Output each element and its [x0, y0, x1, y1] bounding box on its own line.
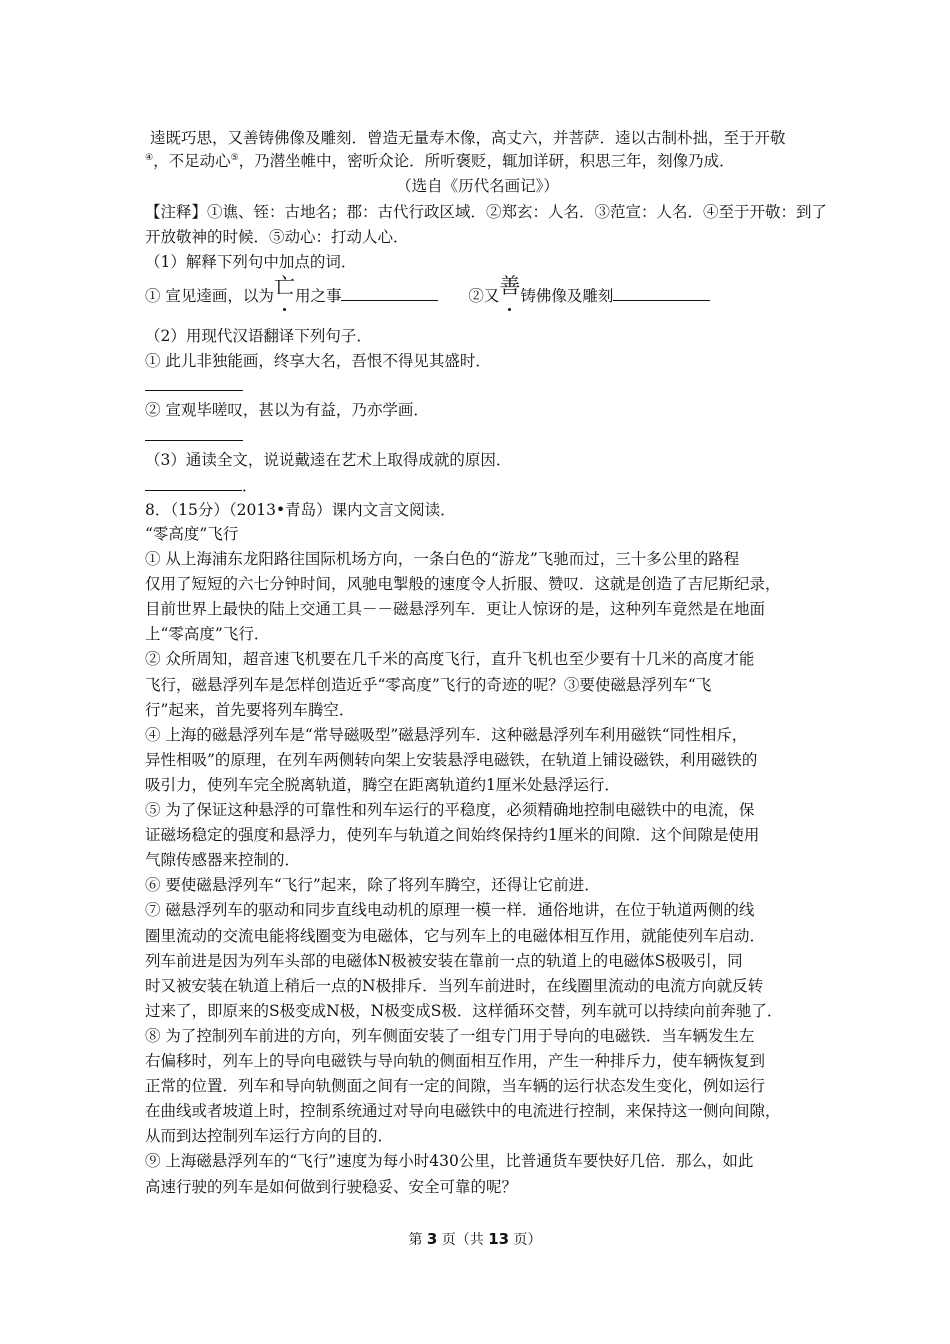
article-line: ⑨ 上海磁悬浮列车的“飞行”速度为每小时430公里，比普通货车要快好几倍．那么，如此: [145, 1152, 754, 1171]
page-number: 3: [426, 1230, 438, 1248]
question-item: ① 宣见逵画，以为亡用之事 ②又善铸佛像及雕刻: [145, 283, 710, 307]
article-line: 吸引力，使列车完全脱离轨道，腾空在距离轨道约1厘米处悬浮运行．: [145, 775, 620, 794]
answer-blank[interactable]: [613, 286, 710, 301]
question-item: ① 此儿非独能画，终享大名，吾恨不得见其盛时．: [145, 352, 491, 370]
article-line: ④ 上海的磁悬浮列车是“常导磁吸型”磁悬浮列车．这种磁悬浮列车利用磁铁“同性相斥，: [145, 725, 748, 744]
dotted-char: 善: [499, 274, 521, 298]
question-title: （1）解释下列句中加点的词．: [145, 253, 357, 271]
question-header: 8．（15分）（2013•青岛）课内文言文阅读．: [145, 501, 456, 519]
annotation-line: 开放敬神的时候．⑤动心：打动人心．: [145, 228, 409, 246]
article-line: 仅用了短短的六七分钟时间，风驰电掣般的速度令人折服、赞叹．这就是创造了吉尼斯纪录，: [145, 575, 781, 594]
footnote-mark: ④: [145, 152, 154, 163]
article-line: 右偏移时，列车上的导向电磁铁与导向轨的侧面相互作用，产生一种排斥力，使车辆恢复到: [145, 1052, 766, 1070]
page-total: 13: [488, 1230, 510, 1248]
article-line: ⑦ 磁悬浮列车的驱动和同步直线电动机的原理一模一样．通俗地讲，在位于轨道两侧的线: [145, 901, 755, 920]
page-footer: 第 3 页（共 13 页）: [408, 1230, 542, 1248]
article-line: 圈里流动的交流电能将线圈变为电磁体，它与列车上的电磁体相互作用，就能使列车启动．: [145, 926, 766, 945]
annotation-line: 【注释】①谯、铚：古地名；郡：古代行政区域．②郑玄：人名．③范宣：人名．④至于开敬：到了: [145, 203, 828, 221]
passage-line: ④，不足动心⑤，乃潜坐帷中，密听众论．所听褒贬，辄加详研，积思三年，刻像乃成．: [145, 152, 735, 170]
article-line: 上“零高度”飞行．: [145, 625, 270, 644]
article-line: 正常的位置．列车和导向轨侧面之间有一定的间隙，当车辆的运行状态发生变化，例如运行: [145, 1077, 766, 1096]
article-line: 列车前进是因为列车头部的电磁体N极被安装在靠前一点的轨道上的电磁体S极吸引，同: [145, 951, 743, 970]
article-line: 目前世界上最快的陆上交通工具－－磁悬浮列车．更让人惊讶的是，这种列车竟然是在地面: [145, 600, 766, 619]
footnote-mark: ⑤: [230, 152, 239, 163]
answer-line[interactable]: [145, 390, 243, 391]
question-title: （2）用现代汉语翻译下列句子．: [145, 327, 372, 345]
article-line: 飞行，磁悬浮列车是怎样创造近乎“零高度”飞行的奇迹的呢？③要使磁悬浮列车“飞: [145, 675, 712, 694]
source-citation: （选自《历代名画记》）: [396, 177, 559, 195]
article-line: ② 众所周知，超音速飞机要在几千米的高度飞行，直升飞机也至少要有十几米的高度才能: [145, 650, 755, 669]
article-line: ⑤ 为了保证这种悬浮的可靠性和列车运行的平稳度，必须精确地控制电磁铁中的电流，保: [145, 801, 755, 819]
article-line: 从而到达控制列车运行方向的目的．: [145, 1127, 394, 1146]
answer-blank[interactable]: [341, 286, 438, 301]
article-line: ⑥ 要使磁悬浮列车“飞行”起来，除了将列车腾空，还得让它前进．: [145, 876, 600, 895]
question-title: （3）通读全文，说说戴逵在艺术上取得成就的原因．: [145, 451, 512, 469]
article-line: 过来了，即原来的S极变成N极，N极变成S极．这样循环交替，列车就可以持续向前奔驰了．: [145, 1001, 783, 1020]
article-line: 高速行驶的列车是如何做到行驶稳妥、安全可靠的呢？: [145, 1177, 518, 1196]
article-line: 时又被安装在轨道上稍后一点的N极排斥．当列车前进时，在线圈里流动的电流方向就反转: [145, 976, 764, 995]
answer-line[interactable]: [145, 440, 243, 441]
question-item: ② 宣观毕嗟叹，甚以为有益，乃亦学画．: [145, 401, 429, 419]
dotted-char: 亡: [273, 274, 295, 298]
article-line: 行”起来，首先要将列车腾空．: [145, 700, 355, 719]
article-line: ① 从上海浦东龙阳路往国际机场方向，一条白色的“游龙”飞驰而过，三十多公里的路程: [145, 550, 740, 568]
article-line: 异性相吸”的原理，在列车两侧转向架上安装悬浮电磁铁，在轨道上铺设磁铁，利用磁铁的: [145, 750, 758, 769]
article-line: ⑧ 为了控制列车前进的方向，列车侧面安装了一组专门用于导向的电磁铁．当车辆发生左: [145, 1026, 755, 1045]
passage-line: 逵既巧思，又善铸佛像及雕刻．曾造无量寿木像，高丈六，并菩萨．逵以古制朴拙，至于开敬: [150, 129, 786, 147]
article-line: 在曲线或者坡道上时，控制系统通过对导向电磁铁中的电流进行控制，来保持这一侧向间隙，: [145, 1102, 781, 1121]
article-title: “零高度”飞行: [145, 525, 239, 543]
answer-line[interactable]: ．: [145, 475, 258, 497]
article-line: 证磁场稳定的强度和悬浮力，使列车与轨道之间始终保持约1厘米的间隙．这个间隙是使用: [145, 826, 760, 845]
article-line: 气隙传感器来控制的．: [145, 851, 301, 870]
